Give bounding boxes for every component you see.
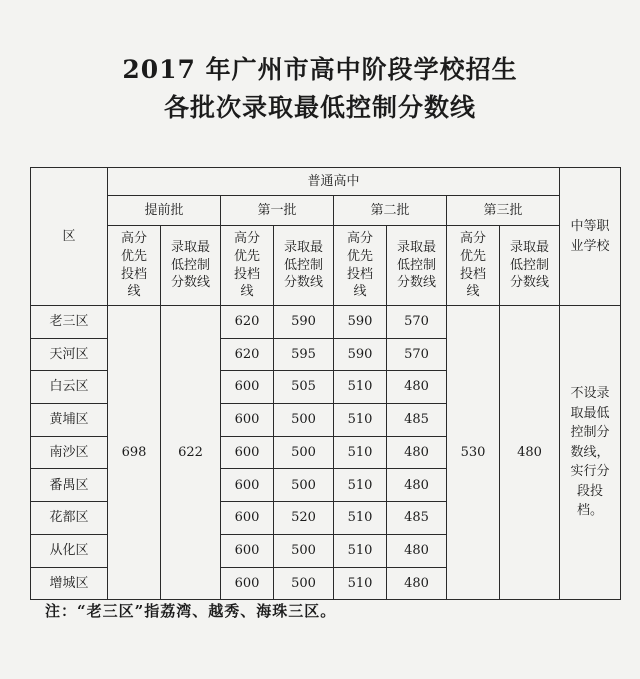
b1-preferential-cell: 600	[221, 371, 274, 404]
table-row	[31, 306, 621, 339]
district-cell: 白云区	[31, 371, 108, 404]
b2-preferential-cell: 510	[334, 534, 387, 567]
b3-preferential-cell: 530	[447, 306, 500, 600]
early-min-cell: 622	[161, 306, 221, 600]
b2-preferential-cell: 590	[334, 338, 387, 371]
header-early-batch: 提前批	[108, 196, 221, 226]
header-general-high: 普通高中	[108, 168, 560, 196]
b2-preferential-cell: 590	[334, 306, 387, 339]
b2-min-cell: 570	[387, 306, 447, 339]
district-cell: 黄埔区	[31, 404, 108, 437]
header-batch1: 第一批	[221, 196, 334, 226]
b1-min-cell: 505	[274, 371, 334, 404]
footnote: 注：“老三区”指荔湾、越秀、海珠三区。	[45, 602, 337, 620]
district-cell: 番禺区	[31, 469, 108, 502]
header-b3-preferential: 高分优先投档线	[447, 226, 500, 306]
b1-preferential-cell: 600	[221, 436, 274, 469]
b1-min-cell: 500	[274, 534, 334, 567]
b2-min-cell: 480	[387, 567, 447, 600]
header-b1-min: 录取最低控制分数线	[274, 226, 334, 306]
b1-preferential-cell: 600	[221, 567, 274, 600]
b2-preferential-cell: 510	[334, 436, 387, 469]
b1-preferential-cell: 600	[221, 502, 274, 535]
document-title-line1: 2017 年广州市高中阶段学校招生	[122, 55, 518, 84]
b2-preferential-cell: 510	[334, 567, 387, 600]
b2-preferential-cell: 510	[334, 469, 387, 502]
district-cell: 花都区	[31, 502, 108, 535]
b1-preferential-cell: 600	[221, 469, 274, 502]
b1-preferential-cell: 620	[221, 306, 274, 339]
b2-min-cell: 570	[387, 338, 447, 371]
district-cell: 增城区	[31, 567, 108, 600]
b2-min-cell: 485	[387, 404, 447, 437]
header-b3-min: 录取最低控制分数线	[500, 226, 560, 306]
b1-min-cell: 500	[274, 567, 334, 600]
b2-min-cell: 480	[387, 534, 447, 567]
district-cell: 天河区	[31, 338, 108, 371]
b1-preferential-cell: 600	[221, 404, 274, 437]
document-title-line2: 各批次录取最低控制分数线	[163, 93, 476, 122]
header-district: 区	[31, 168, 108, 306]
header-b2-min: 录取最低控制分数线	[387, 226, 447, 306]
district-cell: 从化区	[31, 534, 108, 567]
header-batch2: 第二批	[334, 196, 447, 226]
b1-min-cell: 590	[274, 306, 334, 339]
b1-preferential-cell: 620	[221, 338, 274, 371]
b2-min-cell: 485	[387, 502, 447, 535]
header-b1-preferential: 高分优先投档线	[221, 226, 274, 306]
early-preferential-cell: 698	[108, 306, 161, 600]
vocational-note-cell: 不设录取最低控制分数线，实行分段投档。	[560, 306, 621, 600]
score-table	[30, 167, 621, 600]
header-batch3: 第三批	[447, 196, 560, 226]
b2-min-cell: 480	[387, 436, 447, 469]
b2-preferential-cell: 510	[334, 371, 387, 404]
header-b2-preferential: 高分优先投档线	[334, 226, 387, 306]
b2-min-cell: 480	[387, 371, 447, 404]
header-early-min: 录取最低控制分数线	[161, 226, 221, 306]
b1-min-cell: 500	[274, 404, 334, 437]
b1-preferential-cell: 600	[221, 534, 274, 567]
b2-preferential-cell: 510	[334, 404, 387, 437]
header-early-preferential: 高分优先投档线	[108, 226, 161, 306]
district-cell: 南沙区	[31, 436, 108, 469]
b1-min-cell: 595	[274, 338, 334, 371]
b1-min-cell: 500	[274, 436, 334, 469]
b1-min-cell: 500	[274, 469, 334, 502]
header-vocational: 中等职业学校	[560, 168, 621, 306]
b3-min-cell: 480	[500, 306, 560, 600]
b2-preferential-cell: 510	[334, 502, 387, 535]
b2-min-cell: 480	[387, 469, 447, 502]
b1-min-cell: 520	[274, 502, 334, 535]
district-cell: 老三区	[31, 306, 108, 339]
